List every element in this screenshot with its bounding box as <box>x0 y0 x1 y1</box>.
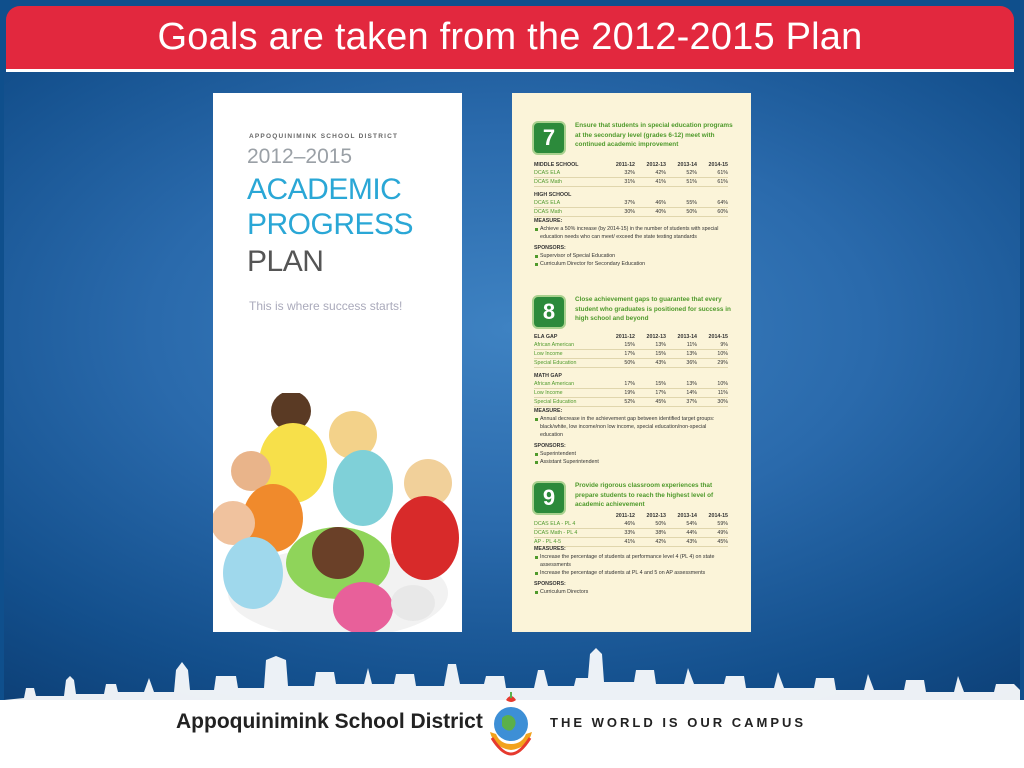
goal-table <box>534 333 728 407</box>
table-row: DCAS ELA 37% 46% 55% 64% <box>534 200 728 206</box>
cover-years: 2012–2015 <box>247 145 353 168</box>
table-row: Low Income 19% 17% 14% 11% <box>534 390 728 396</box>
goal-measure: MEASURES: Increase the percentage of students at performance level 4 (PL 4) on state assessments Increase the percentage of students at PL 4 and 5 on AP assessments SPONSORS: Curriculum Directors <box>534 545 730 596</box>
table-row: DCAS Math - PL 4 33% 38% 44% 49% <box>534 530 728 536</box>
brochure-cover <box>213 93 462 632</box>
table-header: MATH GAP <box>534 373 562 379</box>
goal-measure: MEASURE: Achieve a 50% increase (by 2014-15) in the number of students with special education needs who can meet/ exceed the state testing standards SPONSORS: Supervisor of Special Education Curriculum Director for Secondary Education <box>534 217 730 268</box>
table-row: Low Income 17% 15% 13% 10% <box>534 351 728 357</box>
goal-number-badge: 8 <box>532 295 566 329</box>
brochure-goals-page <box>512 93 751 632</box>
table-row: DCAS Math 30% 40% 50% 60% <box>534 209 728 215</box>
cover-title-line2: PROGRESS <box>247 208 414 241</box>
goal-number-badge: 9 <box>532 481 566 515</box>
cover-tagline: This is where success starts! <box>249 299 403 313</box>
table-row: Special Education 50% 43% 36% 29% <box>534 360 728 366</box>
table-row: African American 17% 15% 13% 10% <box>534 381 728 387</box>
table-header: ELA GAP 2011-12 2012-13 2013-14 2014-15 <box>534 334 728 340</box>
district-motto: THE WORLD IS OUR CAMPUS <box>550 715 807 730</box>
title-bar <box>6 6 1014 72</box>
children-photo <box>213 393 462 632</box>
table-row: DCAS ELA - PL 4 46% 50% 54% 59% <box>534 521 728 527</box>
cover-org: APPOQUINIMINK SCHOOL DISTRICT <box>249 133 399 140</box>
goal-table <box>534 512 728 547</box>
table-header: 2011-12 2012-13 2013-14 2014-15 <box>615 513 728 519</box>
table-row: DCAS Math 31% 41% 51% 61% <box>534 179 728 185</box>
goal-text: Ensure that students in special education programs at the secondary level (grades 6-12) meet with continued academic improvement <box>575 122 733 149</box>
table-row: DCAS ELA 32% 42% 52% 61% <box>534 170 728 176</box>
district-name: Appoquinimink School District <box>176 710 483 733</box>
goal-table <box>534 161 728 217</box>
table-row: Special Education 52% 45% 37% 30% <box>534 399 728 405</box>
cover-title-line3: PLAN <box>247 245 324 278</box>
cover-title-line1: ACADEMIC <box>247 173 402 206</box>
slide-title: Goals are taken from the 2012-2015 Plan <box>157 16 863 58</box>
globe-hands-logo <box>484 688 538 756</box>
goal-text: Provide rigorous classroom experiences that prepare students to reach the highest level of academic achievement <box>575 482 714 509</box>
table-row: African American 15% 13% 11% 9% <box>534 342 728 348</box>
footer <box>0 700 1024 768</box>
table-header: HIGH SCHOOL <box>534 192 572 198</box>
goal-text: Close achievement gaps to guarantee that every student who graduates is positioned for success in high school and beyond <box>575 296 731 323</box>
goal-number-badge: 7 <box>532 121 566 155</box>
table-header: MIDDLE SCHOOL 2011-12 2012-13 2013-14 2014-15 <box>534 162 728 168</box>
table-row: AP - PL 4-5 41% 42% 43% 45% <box>534 539 728 545</box>
goal-measure: MEASURE: Annual decrease in the achievement gap between identified target groups: black/white, low income/non low income, special education/non-special education SPONSORS: Superintendent Assistant Superintendent <box>534 407 730 466</box>
